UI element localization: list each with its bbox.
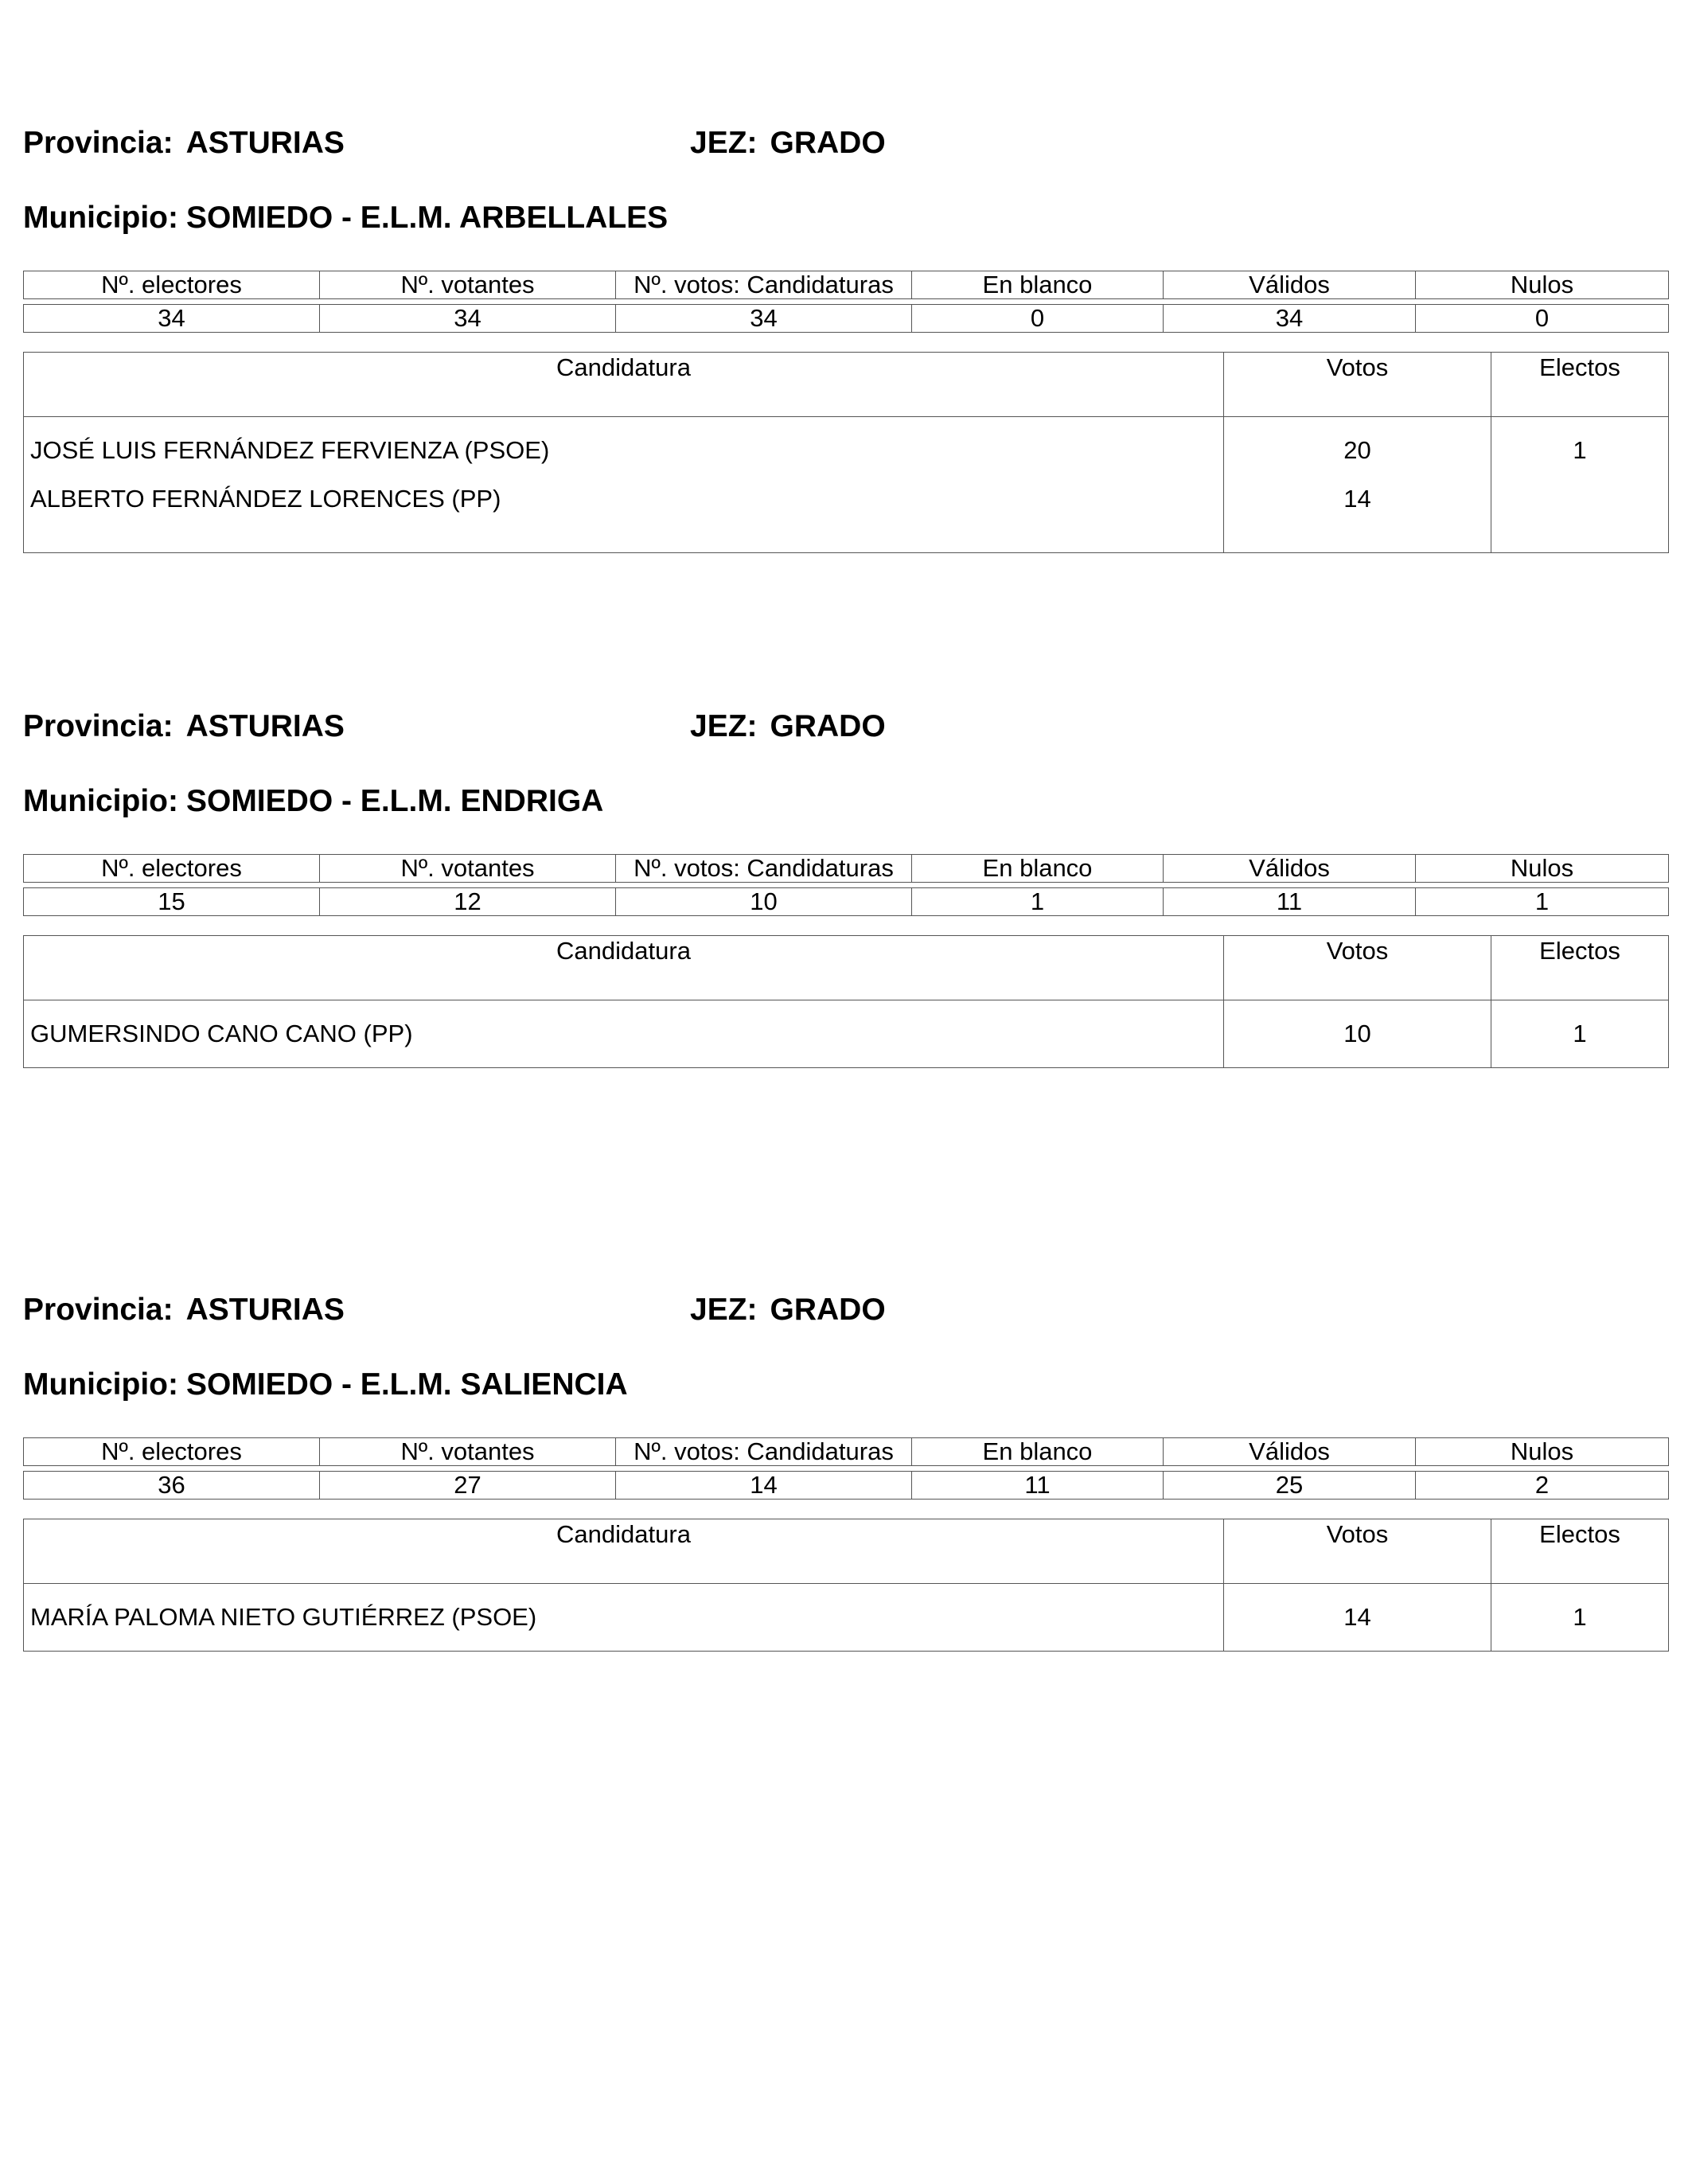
candidate-name: ALBERTO FERNÁNDEZ LORENCES (PP) <box>24 484 1224 553</box>
summary-values-row <box>24 888 1669 916</box>
provincia-value: ASTURIAS <box>185 1293 345 1327</box>
candidate-votos: 20 <box>1224 417 1491 485</box>
cand-header-votos: Votos <box>1224 936 1491 1000</box>
summary-header: Válidos <box>1164 855 1416 883</box>
candidates-header-row <box>24 936 1669 1000</box>
jez-label: JEZ: <box>690 1293 758 1327</box>
municipio-label: Municipio: <box>23 201 178 235</box>
jez-line <box>690 127 886 158</box>
summary-value: 0 <box>912 305 1164 333</box>
jez-value: GRADO <box>770 709 886 743</box>
provincia-value: ASTURIAS <box>185 709 345 743</box>
provincia-label: Provincia: <box>23 709 173 743</box>
municipio-line <box>23 1369 628 1400</box>
candidate-name: GUMERSINDO CANO CANO (PP) <box>24 1000 1224 1068</box>
provincia-label: Provincia: <box>23 1293 173 1327</box>
provincia-value: ASTURIAS <box>185 126 345 160</box>
candidates-table <box>23 352 1669 553</box>
summary-header: Válidos <box>1164 1438 1416 1466</box>
cand-header-electos: Electos <box>1491 1519 1669 1584</box>
provincia-line <box>23 711 345 742</box>
summary-header: Nº. votantes <box>320 1438 616 1466</box>
summary-header: Nº. votantes <box>320 855 616 883</box>
summary-table <box>23 1437 1669 1500</box>
candidate-name: MARÍA PALOMA NIETO GUTIÉRREZ (PSOE) <box>24 1584 1224 1652</box>
summary-value: 14 <box>616 1472 912 1500</box>
jez-value: GRADO <box>770 1293 886 1327</box>
candidates-table <box>23 935 1669 1068</box>
summary-value: 34 <box>1164 305 1416 333</box>
summary-header: Nº. electores <box>24 1438 320 1466</box>
summary-header-row <box>24 271 1669 299</box>
summary-header: Nº. votantes <box>320 271 616 299</box>
summary-value: 1 <box>1416 888 1669 916</box>
summary-header: Nº. votos: Candidaturas <box>616 271 912 299</box>
summary-header-row <box>24 1438 1669 1466</box>
cand-header-electos: Electos <box>1491 936 1669 1000</box>
municipio-value: SOMIEDO - E.L.M. SALIENCIA <box>185 1367 628 1402</box>
candidate-votos: 10 <box>1224 1000 1491 1068</box>
summary-header: Nº. electores <box>24 271 320 299</box>
candidates-header-row <box>24 1519 1669 1584</box>
summary-value: 10 <box>616 888 912 916</box>
summary-value: 34 <box>24 305 320 333</box>
jez-label: JEZ: <box>690 126 758 160</box>
municipio-value: SOMIEDO - E.L.M. ENDRIGA <box>185 784 604 818</box>
candidate-votos: 14 <box>1224 484 1491 553</box>
candidate-electos <box>1491 484 1669 553</box>
summary-header: Nulos <box>1416 271 1669 299</box>
summary-value: 27 <box>320 1472 616 1500</box>
summary-value: 36 <box>24 1472 320 1500</box>
summary-header: En blanco <box>912 271 1164 299</box>
summary-value: 11 <box>912 1472 1164 1500</box>
municipio-label: Municipio: <box>23 784 178 818</box>
summary-header: En blanco <box>912 855 1164 883</box>
municipio-label: Municipio: <box>23 1367 178 1402</box>
summary-table <box>23 854 1669 916</box>
cand-header-candidatura: Candidatura <box>24 1519 1224 1584</box>
candidate-row <box>24 417 1669 485</box>
cand-header-votos: Votos <box>1224 353 1491 417</box>
summary-value: 15 <box>24 888 320 916</box>
cand-header-candidatura: Candidatura <box>24 936 1224 1000</box>
candidate-votos: 14 <box>1224 1584 1491 1652</box>
candidate-row <box>24 1000 1669 1068</box>
summary-header: Nº. votos: Candidaturas <box>616 855 912 883</box>
municipio-line <box>23 786 603 817</box>
summary-value: 11 <box>1164 888 1416 916</box>
jez-label: JEZ: <box>690 709 758 743</box>
summary-value: 34 <box>320 305 616 333</box>
municipio-value: SOMIEDO - E.L.M. ARBELLALES <box>185 201 669 235</box>
summary-header: Nulos <box>1416 1438 1669 1466</box>
candidate-row <box>24 1584 1669 1652</box>
summary-header: Nº. electores <box>24 855 320 883</box>
candidate-electos: 1 <box>1491 1584 1669 1652</box>
summary-value: 1 <box>912 888 1164 916</box>
candidate-row <box>24 484 1669 553</box>
summary-value: 0 <box>1416 305 1669 333</box>
summary-value: 12 <box>320 888 616 916</box>
summary-value: 25 <box>1164 1472 1416 1500</box>
cand-header-votos: Votos <box>1224 1519 1491 1584</box>
summary-header: Nulos <box>1416 855 1669 883</box>
cand-header-candidatura: Candidatura <box>24 353 1224 417</box>
summary-table <box>23 271 1669 333</box>
municipio-line <box>23 202 668 233</box>
provincia-label: Provincia: <box>23 126 173 160</box>
cand-header-electos: Electos <box>1491 353 1669 417</box>
candidate-electos: 1 <box>1491 417 1669 485</box>
summary-header: Válidos <box>1164 271 1416 299</box>
summary-header: En blanco <box>912 1438 1164 1466</box>
summary-header: Nº. votos: Candidaturas <box>616 1438 912 1466</box>
candidate-name: JOSÉ LUIS FERNÁNDEZ FERVIENZA (PSOE) <box>24 417 1224 485</box>
summary-header-row <box>24 855 1669 883</box>
candidate-electos: 1 <box>1491 1000 1669 1068</box>
provincia-line <box>23 1294 345 1325</box>
candidates-header-row <box>24 353 1669 417</box>
summary-values-row <box>24 305 1669 333</box>
summary-value: 2 <box>1416 1472 1669 1500</box>
provincia-line <box>23 127 345 158</box>
jez-value: GRADO <box>770 126 886 160</box>
candidates-table <box>23 1519 1669 1652</box>
jez-line <box>690 711 886 742</box>
jez-line <box>690 1294 886 1325</box>
summary-values-row <box>24 1472 1669 1500</box>
summary-value: 34 <box>616 305 912 333</box>
